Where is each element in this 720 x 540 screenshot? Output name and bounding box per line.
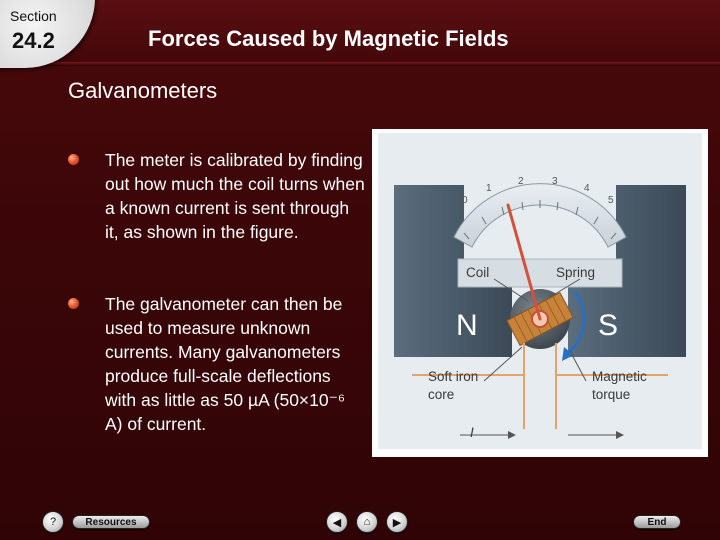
triangle-right-icon: ▶ xyxy=(392,516,402,529)
home-icon: ⌂ xyxy=(363,516,371,528)
section-number: 24.2 xyxy=(12,28,55,53)
bullet-text: The galvanometer can then be used to measure unknown currents. Many galvanometers produce full-scale deflections with as little as 50 µA (50×10⁻⁶ A) of current. xyxy=(105,294,346,434)
end-button[interactable] xyxy=(633,515,681,529)
north-pole-label: N xyxy=(456,309,478,342)
scale-tick-label: 4 xyxy=(584,183,590,194)
section-label: Section xyxy=(10,8,57,24)
end-label: End xyxy=(647,516,667,528)
core-label: core xyxy=(428,387,455,402)
bullet-text: The meter is calibrated by finding out how much the coil turns when a known current is sent through it, as shown in the figure. xyxy=(105,150,365,242)
resources-label: Resources xyxy=(85,516,137,528)
scale-tick-label: 5 xyxy=(608,195,614,206)
torque-label: torque xyxy=(592,387,631,402)
bullet-icon xyxy=(68,298,79,309)
bullet-item xyxy=(68,148,365,278)
previous-button[interactable] xyxy=(326,511,348,533)
home-button[interactable] xyxy=(356,511,378,533)
slide-title: Forces Caused by Magnetic Fields xyxy=(148,26,509,51)
current-label: I xyxy=(470,425,474,440)
help-button[interactable] xyxy=(42,511,64,533)
scale-tick-label: 0 xyxy=(462,195,468,206)
resources-button[interactable] xyxy=(72,515,150,529)
galvanometer-illustration xyxy=(372,129,708,457)
scale-tick-label: 1 xyxy=(486,183,492,194)
spring-label: Spring xyxy=(556,265,596,280)
title-divider xyxy=(0,62,720,66)
help-label: ? xyxy=(49,516,57,528)
galvanometer-figure xyxy=(372,129,708,457)
next-button[interactable] xyxy=(386,511,408,533)
scale-tick-label: 3 xyxy=(552,176,558,187)
south-pole-label: S xyxy=(598,309,619,342)
magnetic-label: Magnetic xyxy=(592,369,647,384)
scale-tick-label: 2 xyxy=(518,176,524,187)
coil-label: Coil xyxy=(466,265,490,280)
bullet-item xyxy=(68,292,358,472)
soft-iron-label: Soft iron xyxy=(428,369,479,384)
slide-subtitle: Galvanometers xyxy=(68,78,218,103)
bullet-icon xyxy=(68,154,79,165)
triangle-left-icon: ◀ xyxy=(332,516,342,529)
